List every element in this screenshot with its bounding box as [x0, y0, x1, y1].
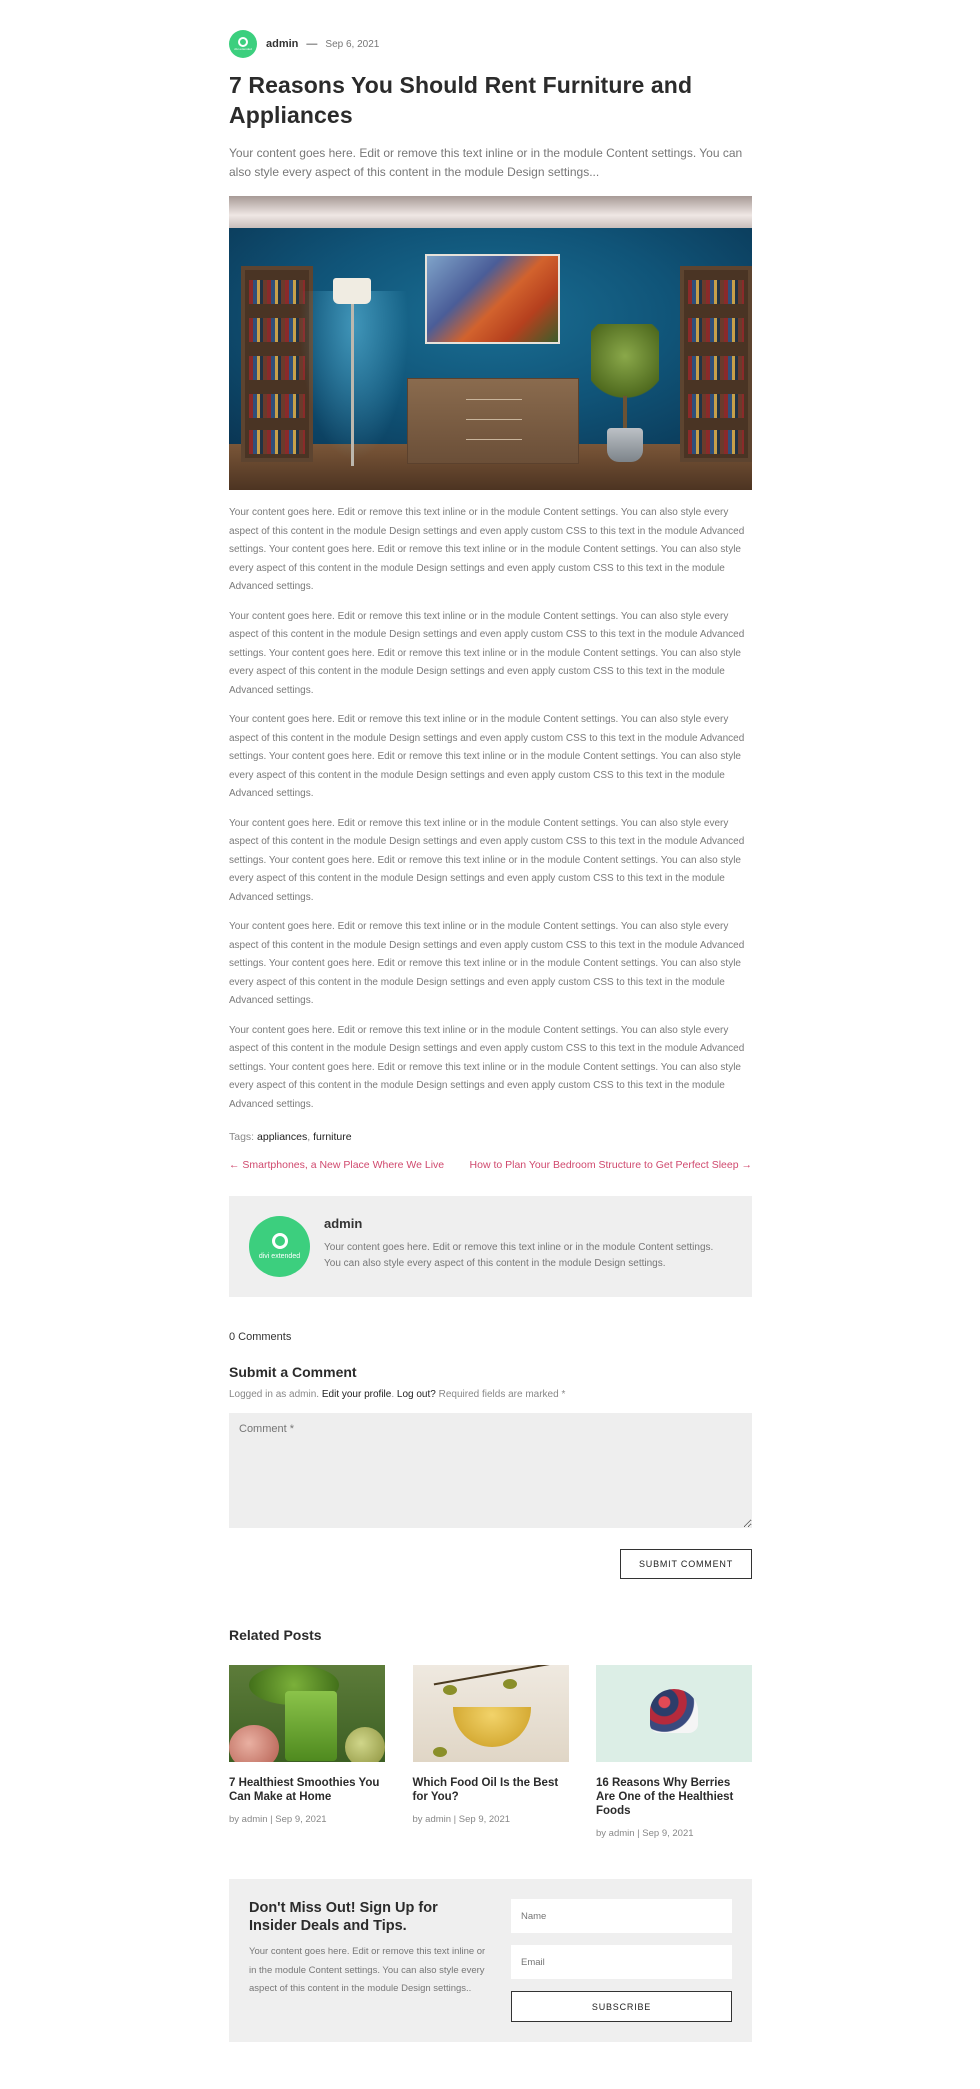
- post-body: [229, 504, 752, 1114]
- ceiling-molding: [229, 196, 752, 228]
- related-post-card[interactable]: [413, 1665, 569, 1839]
- related-posts-heading: Related Posts: [229, 1627, 322, 1643]
- books: [688, 280, 744, 304]
- post-meta: [229, 30, 752, 58]
- body-paragraph: Your content goes here. Edit or remove this text inline or in the module Content settings. You can also style every aspect of this content in the module Design settings and even apply custom CSS to this text in the module Advanced settings. Your content goes here. Edit or remove this text inline or in the module Content settings. You can also style every aspect of this content in the module Design settings and even apply custom CSS to this text in the module Advanced settings.: [229, 817, 745, 903]
- author-avatar-label: divi extended: [258, 1253, 301, 1260]
- newsletter-title: Don't Miss Out! Sign Up for Insider Deals and Tips.: [249, 1900, 438, 1934]
- body-paragraph: Your content goes here. Edit or remove this text inline or in the module Content settings. You can also style every aspect of this content in the module Design settings and even apply custom CSS to this text in the module Advanced settings. Your content goes here. Edit or remove this text inline or in the module Content settings. You can also style every aspect of this content in the module Design settings and even apply custom CSS to this text in the module Advanced settings.: [229, 610, 745, 696]
- plant-pot: [607, 428, 643, 462]
- floor-lamp: [351, 291, 354, 466]
- post-navigation: [229, 1159, 752, 1171]
- apple: [345, 1727, 385, 1762]
- related-post-card[interactable]: [229, 1665, 385, 1839]
- avatar-label: divi extended: [234, 47, 252, 51]
- wall-painting: [425, 254, 560, 344]
- newsletter-form: [511, 1899, 732, 2022]
- olive: [503, 1679, 517, 1689]
- author-box: [229, 1196, 752, 1297]
- logged-in-note: [229, 1389, 752, 1400]
- smoothie-thumbnail[interactable]: [229, 1665, 385, 1762]
- required-fields-note: Required fields are marked *: [438, 1389, 566, 1400]
- related-post-meta: by admin | Sep 9, 2021: [229, 1814, 327, 1825]
- drawer-line: [466, 439, 522, 440]
- email-field[interactable]: [511, 1945, 732, 1979]
- blog-post: [229, 30, 752, 2076]
- tags-label: Tags:: [229, 1131, 255, 1143]
- post-author[interactable]: admin: [266, 38, 299, 50]
- drawer-line: [466, 399, 522, 400]
- body-paragraph: Your content goes here. Edit or remove this text inline or in the module Content settings. You can also style every aspect of this content in the module Design settings and even apply custom CSS to this text in the module Advanced settings. Your content goes here. Edit or remove this text inline or in the module Content settings. You can also style every aspect of this content in the module Design settings and even apply custom CSS to this text in the module Advanced settings.: [229, 507, 745, 592]
- berries-thumbnail[interactable]: [596, 1665, 752, 1762]
- books: [249, 356, 305, 380]
- oil-thumbnail[interactable]: [413, 1665, 569, 1762]
- related-post-meta: by admin | Sep 9, 2021: [596, 1828, 694, 1839]
- tag-link-appliances[interactable]: appliances: [257, 1131, 308, 1143]
- meta-separator: —: [306, 38, 318, 50]
- olive: [433, 1747, 447, 1757]
- drawer-line: [466, 419, 522, 420]
- olive: [443, 1685, 457, 1695]
- newsletter-text: Your content goes here. Edit or remove this text inline or in the module Content settings. You can also style every aspect of this content in the module Design settings..: [249, 1946, 486, 1994]
- author-bio: Your content goes here. Edit or remove this text inline or in the module Content settings. You can also style every aspect of this content in the module Design settings.: [324, 1242, 714, 1269]
- next-post-link[interactable]: How to Plan Your Bedroom Structure to Get Perfect Sleep →: [469, 1159, 752, 1171]
- post-excerpt: Your content goes here. Edit or remove this text inline or in the module Content settings. You can also style every aspect of this content in the module Design settings...: [229, 146, 743, 179]
- related-posts-grid: [229, 1665, 752, 1839]
- books: [688, 394, 744, 418]
- divi-logo-icon: [238, 37, 248, 47]
- related-post-title[interactable]: 7 Healthiest Smoothies You Can Make at Home: [229, 1777, 380, 1803]
- smoothie-glass: [285, 1691, 337, 1761]
- related-post-card[interactable]: [596, 1665, 752, 1839]
- books: [688, 318, 744, 342]
- lamp-light: [299, 291, 409, 461]
- avatar[interactable]: [229, 30, 257, 58]
- newsletter-signup: [229, 1879, 752, 2042]
- author-name[interactable]: admin: [324, 1216, 363, 1231]
- books: [688, 430, 744, 454]
- submit-comment-heading: Submit a Comment: [229, 1364, 357, 1380]
- books: [249, 280, 305, 304]
- post-date: Sep 6, 2021: [325, 38, 380, 50]
- bottom-spacer: [229, 2042, 752, 2076]
- submit-comment-button[interactable]: SUBMIT COMMENT: [620, 1549, 752, 1579]
- post-tags: [229, 1131, 752, 1143]
- related-post-title[interactable]: 16 Reasons Why Berries Are One of the Healthiest Foods: [596, 1777, 734, 1817]
- body-paragraph: Your content goes here. Edit or remove this text inline or in the module Content settings. You can also style every aspect of this content in the module Design settings and even apply custom CSS to this text in the module Advanced settings. Your content goes here. Edit or remove this text inline or in the module Content settings. You can also style every aspect of this content in the module Design settings and even apply custom CSS to this text in the module Advanced settings.: [229, 1024, 745, 1110]
- apple: [229, 1725, 279, 1762]
- heart-bowl: [650, 1689, 698, 1733]
- olive-branch: [433, 1665, 552, 1685]
- oil-bowl: [453, 1707, 531, 1747]
- bookshelf-right: [680, 266, 752, 462]
- dresser: [407, 378, 579, 464]
- books: [249, 430, 305, 454]
- post-title: 7 Reasons You Should Rent Furniture and Appliances: [229, 72, 693, 128]
- tag-separator: ,: [307, 1131, 311, 1143]
- related-post-meta: by admin | Sep 9, 2021: [412, 1814, 511, 1825]
- prev-post-link[interactable]: ← Smartphones, a New Place Where We Live: [229, 1159, 445, 1171]
- edit-profile-link[interactable]: Edit your profile: [321, 1389, 392, 1400]
- divi-logo-icon: [272, 1233, 288, 1249]
- body-paragraph: Your content goes here. Edit or remove this text inline or in the module Content settings. You can also style every aspect of this content in the module Design settings and even apply custom CSS to this text in the module Advanced settings. Your content goes here. Edit or remove this text inline or in the module Content settings. You can also style every aspect of this content in the module Design settings and even apply custom CSS to this text in the module Advanced settings.: [229, 921, 745, 1006]
- books: [688, 356, 744, 380]
- comments-count: 0 Comments: [229, 1331, 292, 1343]
- subscribe-button[interactable]: SUBSCRIBE: [511, 1991, 732, 2022]
- tag-link-furniture[interactable]: furniture: [313, 1131, 352, 1143]
- author-info: [324, 1216, 732, 1272]
- logged-in-text: Logged in as admin.: [229, 1389, 320, 1400]
- related-post-title[interactable]: Which Food Oil Is the Best for You?: [412, 1777, 559, 1803]
- period: .: [391, 1389, 395, 1400]
- books: [249, 394, 305, 418]
- books: [249, 318, 305, 342]
- bonsai-plant: [591, 324, 659, 404]
- body-paragraph: Your content goes here. Edit or remove this text inline or in the module Content settings. You can also style every aspect of this content in the module Design settings and even apply custom CSS to this text in the module Advanced settings. Your content goes here. Edit or remove this text inline or in the module Content settings. You can also style every aspect of this content in the module Design settings and even apply custom CSS to this text in the module Advanced settings.: [229, 714, 745, 799]
- comment-textarea[interactable]: [229, 1413, 752, 1528]
- log-out-link[interactable]: Log out?: [396, 1389, 436, 1400]
- newsletter-copy: [249, 1899, 489, 2022]
- name-field[interactable]: [511, 1899, 732, 1933]
- featured-image: [229, 196, 752, 490]
- lamp-shade: [333, 278, 371, 304]
- author-avatar[interactable]: [249, 1216, 310, 1277]
- submit-row: [229, 1549, 752, 1579]
- plant-stem: [623, 396, 627, 430]
